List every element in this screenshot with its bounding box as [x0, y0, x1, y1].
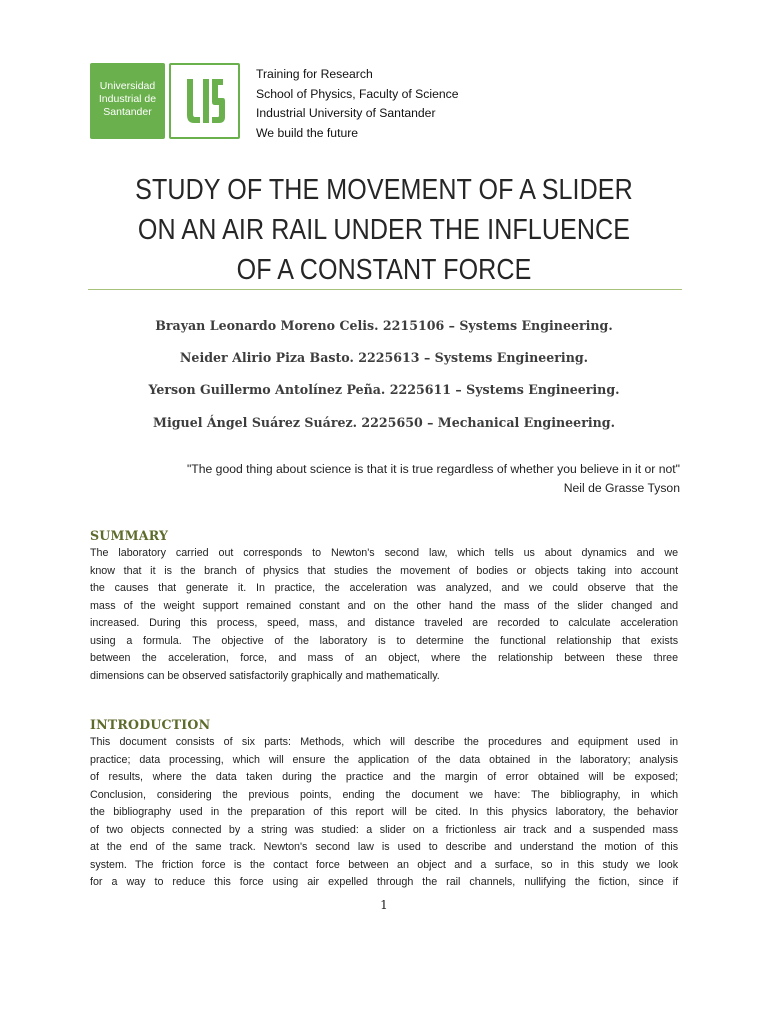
org-line: School of Physics, Faculty of Science — [256, 86, 459, 101]
university-logo — [90, 63, 165, 139]
introduction-heading: INTRODUCTION — [90, 717, 211, 732]
author-line: Neider Alirio Piza Basto. 2225613 – Systems Engineering. — [179, 350, 589, 366]
introduction-line: Conclusion, considering the previous points, ending the document we have: The bibliography, in which — [90, 788, 679, 801]
summary-line: increased. During this process, speed, mass, and distance traveled are recorded to calculate acceleration — [90, 617, 679, 629]
university-logo-line: Industrial de — [98, 93, 157, 105]
summary-line: the causes that generate it. In practice, the acceleration was analyzed, and we could observe that the — [90, 582, 679, 594]
summary-line: dimensions can be observed satisfactorily graphically and mathematically. — [90, 669, 440, 682]
org-line: Training for Research — [256, 67, 373, 81]
org-line: We build the future — [256, 125, 359, 140]
page-number: 1 — [380, 898, 388, 912]
author-line: Miguel Ángel Suárez Suárez. 2225650 – Mechanical Engineering. — [153, 414, 615, 430]
title-line: STUDY OF THE MOVEMENT OF A SLIDER — [135, 174, 633, 206]
summary-line: between the acceleration, force, and mass of an object, where the relationship between these three — [90, 652, 679, 664]
summary-line: mass of the weight support remained constant and on the other hand the mass of the slider changed and — [90, 599, 679, 612]
org-line: Industrial University of Santander — [256, 106, 436, 121]
introduction-line: This document consists of six parts: Methods, which will describe the procedures and equipment used in — [90, 736, 679, 748]
author-list — [60, 310, 708, 439]
author-line: Yerson Guillermo Antolínez Peña. 2225611 – Systems Engineering. — [148, 382, 620, 398]
summary-line: know that it is the branch of physics that studies the movement of bodies or objects taking into account — [90, 564, 679, 577]
university-logo-line: Universidad — [99, 80, 156, 92]
title-line: OF A CONSTANT FORCE — [236, 254, 532, 286]
summary-line: The laboratory carried out corresponds to Newton's second law, which tells us about dynamics and we — [90, 547, 679, 559]
quote-text: "The good thing about science is that it is true regardless of whether you believe in it or not" — [186, 462, 680, 476]
header-org-lines — [256, 65, 459, 143]
introduction-line: system. The friction force is the contact force between an object and a surface, so in this study we look — [90, 858, 679, 871]
introduction-line: the bibliography used in the preparation of this report will be cited. In this physics laboratory, the behavior — [90, 806, 679, 818]
introduction-line: of two objects connected by a string was studied: a slider on a frictionless air track and a suspended mass — [90, 823, 679, 836]
author-line: Brayan Leonardo Moreno Celis. 2215106 – Systems Engineering. — [155, 318, 613, 333]
uis-emblem-logo — [169, 63, 240, 139]
title-divider — [88, 289, 682, 290]
university-logo-line: Santander — [103, 106, 152, 118]
summary-heading: SUMMARY — [90, 528, 169, 543]
introduction-line: of results, where the data taken during the practice and the margin of error obtained will be exposed; — [90, 771, 679, 783]
uis-emblem-icon — [171, 65, 238, 137]
summary-line: using a formula. The objective of the laboratory is to determine the functional relationship that exists — [90, 634, 679, 647]
introduction-line: practice; data processing, which will ensure the application of the data obtained in the laboratory; analysis — [90, 753, 679, 766]
paper-title — [99, 170, 669, 290]
title-line: ON AN AIR RAIL UNDER THE INFLUENCE — [137, 214, 631, 246]
quote-author: Neil de Grasse Tyson — [563, 481, 680, 495]
introduction-line: at the end of the same track. Newton's second law is used to describe and understand the motion of this — [90, 841, 679, 853]
epigraph — [88, 460, 680, 498]
introduction-body — [90, 734, 678, 892]
summary-body — [90, 545, 678, 685]
introduction-line: for a way to reduce this force using air expelled through the rail channels, nullifying the fiction, since if — [90, 876, 679, 888]
